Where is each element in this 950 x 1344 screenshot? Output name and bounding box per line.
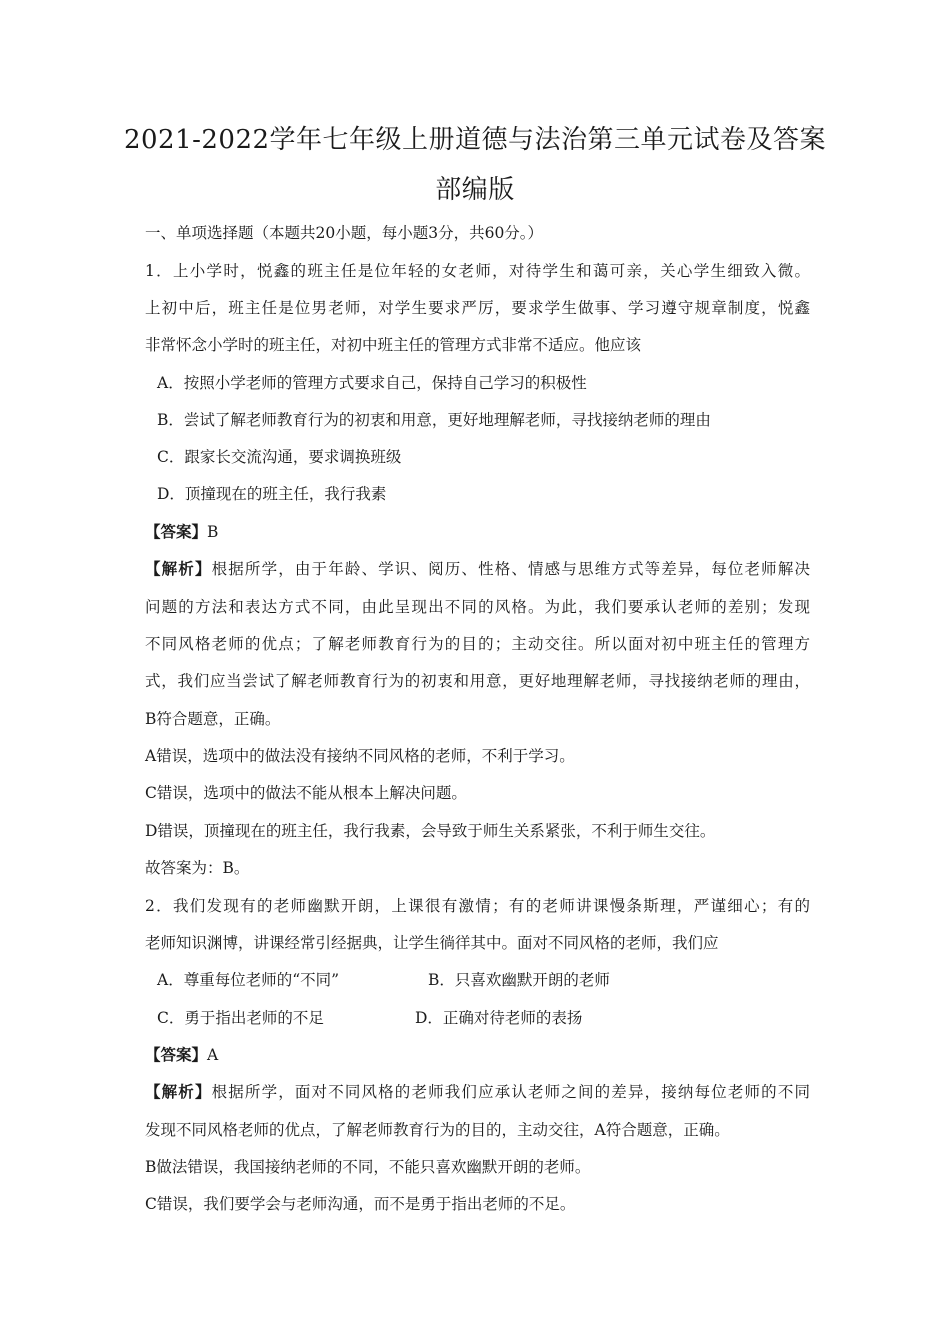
q2-answer: [145, 1044, 810, 1066]
q1-option-a: A．按照小学老师的管理方式要求自己，保持自己学习的积极性: [157, 374, 587, 392]
q1-stem-line3: 非常怀念小学时的班主任，对初中班主任的管理方式非常不适应。他应该: [145, 336, 642, 354]
q2-option-d: D．正确对待老师的表扬: [415, 1009, 583, 1027]
q2-analysis-tag: 【解析】: [145, 1082, 212, 1101]
q2-option-a: A．尊重每位老师的“不同”: [157, 971, 340, 989]
q2-answer-value: A: [207, 1046, 219, 1064]
q1-error-d: D错误，顶撞现在的班主任，我行我素，会导致于师生关系紧张，不利于师生交往。: [145, 822, 716, 840]
doc-title-line1: 2021-2022学年七年级上册道德与法治第三单元试卷及答案: [123, 125, 827, 155]
q1-analysis-line2: 问题的方法和表达方式不同，由此呈现出不同的风格。为此，我们要承认老师的差别；发现: [145, 598, 810, 616]
q2-stem-line1: 2．我们发现有的老师幽默开朗，上课很有激情；有的老师讲课慢条斯理，严谨细心；有的: [145, 897, 810, 915]
q1-answer-tag: 【答案】: [145, 522, 208, 541]
q2-analysis-line2: 发现不同风格老师的优点，了解老师教育行为的目的，主动交往，A符合题意，正确。: [145, 1121, 730, 1139]
q1-error-a: A错误，选项中的做法没有接纳不同风格的老师，不利于学习。: [145, 747, 575, 765]
q2-analysis-text1: 根据所学，面对不同风格的老师我们应承认老师之间的差异，接纳每位老师的不同: [211, 1083, 810, 1101]
q2-answer-tag: 【答案】: [145, 1045, 208, 1064]
q2-stem-line2: 老师知识渊博，讲课经常引经据典，让学生徜徉其中。面对不同风格的老师，我们应: [145, 934, 719, 952]
q1-answer: [145, 521, 810, 543]
q1-conclusion: 故答案为：B。: [145, 859, 250, 877]
q2-option-c: C．勇于指出老师的不足: [157, 1009, 324, 1027]
q1-analysis-line3: 不同风格老师的优点；了解老师教育行为的目的；主动交往。所以面对初中班主任的管理方: [145, 635, 810, 653]
q1-analysis-line5: B符合题意，正确。: [145, 710, 281, 728]
q2-option-b: B．只喜欢幽默开朗的老师: [428, 971, 610, 989]
q1-stem-line2: 上初中后，班主任是位男老师，对学生要求严厉，要求学生做事、学习遵守规章制度，悦鑫: [145, 299, 810, 317]
doc-title-line2: 部编版: [435, 175, 515, 205]
q1-analysis-tag: 【解析】: [145, 559, 212, 578]
q2-error-c: C错误，我们要学会与老师沟通，而不是勇于指出老师的不足。: [145, 1195, 576, 1213]
q1-stem-line1: 1．上小学时，悦鑫的班主任是位年轻的女老师，对待学生和蔼可亲，关心学生细致入微。: [145, 262, 810, 280]
q1-error-c: C错误，选项中的做法不能从根本上解决问题。: [145, 784, 467, 802]
q2-analysis-line1: [145, 1081, 810, 1103]
q1-analysis-line1: [145, 558, 810, 580]
q1-option-d: D．顶撞现在的班主任，我行我素: [157, 485, 387, 503]
q1-answer-value: B: [207, 523, 219, 541]
q1-analysis-text1: 根据所学，由于年龄、学识、阅历、性格、情感与思维方式等差异，每位老师解决: [211, 560, 810, 578]
q1-option-c: C．跟家长交流沟通，要求调换班级: [157, 448, 402, 466]
section-heading: 一、单项选择题（本题共20小题，每小题3分，共60分。）: [145, 224, 544, 242]
q1-option-b: B．尝试了解老师教育行为的初衷和用意，更好地理解老师，寻找接纳老师的理由: [157, 411, 711, 429]
q1-analysis-line4: 式，我们应当尝试了解老师教育行为的初衷和用意，更好地理解老师，寻找接纳老师的理由，: [145, 672, 810, 690]
q2-error-b: B做法错误，我国接纳老师的不同，不能只喜欢幽默开朗的老师。: [145, 1158, 591, 1176]
